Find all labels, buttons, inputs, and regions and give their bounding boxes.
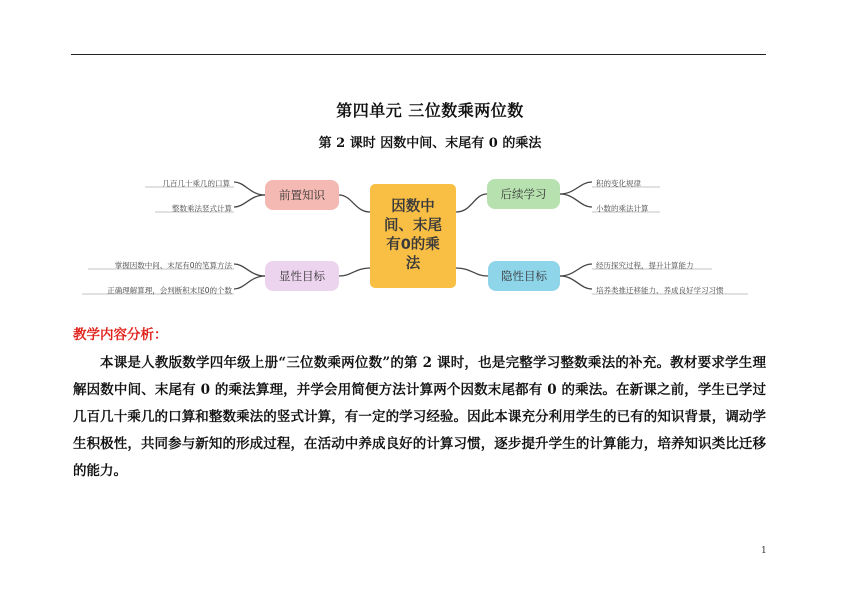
lesson-title: 第 2 课时 因数中间、末尾有 0 的乘法: [318, 136, 542, 151]
implicit-goal-item: 培养类推迁移能力、养成良好学习习惯: [596, 286, 724, 295]
explicit-goals-node: 显性目标: [265, 261, 339, 291]
follow-up-item: 小数的乘法计算: [596, 204, 649, 213]
explicit-goal-item: 掌握因数中间、末尾有0的笔算方法: [114, 261, 232, 270]
header-rule: [71, 54, 766, 55]
analysis-paragraph: 本课是人教版数学四年级上册“三位数乘两位数”的第 2 课时，也是完整学习整数乘法的补充。教材要求学生理解因数中间、末尾有 0 的乘法算理，并学会用简便方法计算两个因数末尾都有 0 的乘法。在新课之前，学生已学过几百几十乘几的口算和整数乘法的竖式计算，有一定的学习经验。因此本课充分利用学生的已有的知识背景，调动学生积极性，共同参与新知的形成过程，在活动中养成良好的计算习惯，逐步提升学生的计算能力，培养知识类比迁移的能力。: [73, 355, 766, 479]
unit-title: 第四单元 三位数乘两位数: [336, 101, 524, 120]
mind-map-center-node: [370, 184, 456, 288]
explicit-goal-item: 正确理解算理，会判断积末尾0的个数: [107, 286, 232, 295]
follow-up-node: 后续学习: [487, 179, 560, 209]
implicit-goal-item: 经历探究过程，提升计算能力: [596, 261, 694, 270]
section-heading: 教学内容分析：: [73, 327, 168, 343]
prior-knowledge-node: 前置知识: [265, 180, 339, 210]
prior-knowledge-item: 整数乘法竖式计算: [172, 204, 232, 213]
implicit-goals-node: 隐性目标: [488, 261, 560, 291]
follow-up-item: 积的变化规律: [596, 179, 641, 188]
prior-knowledge-item: 几百几十乘几的口算: [162, 179, 230, 188]
mind-map: [0, 170, 860, 300]
mind-map-center-label: 因数中间、末尾有0的乘法: [384, 199, 442, 272]
page-number: 1: [761, 546, 767, 556]
